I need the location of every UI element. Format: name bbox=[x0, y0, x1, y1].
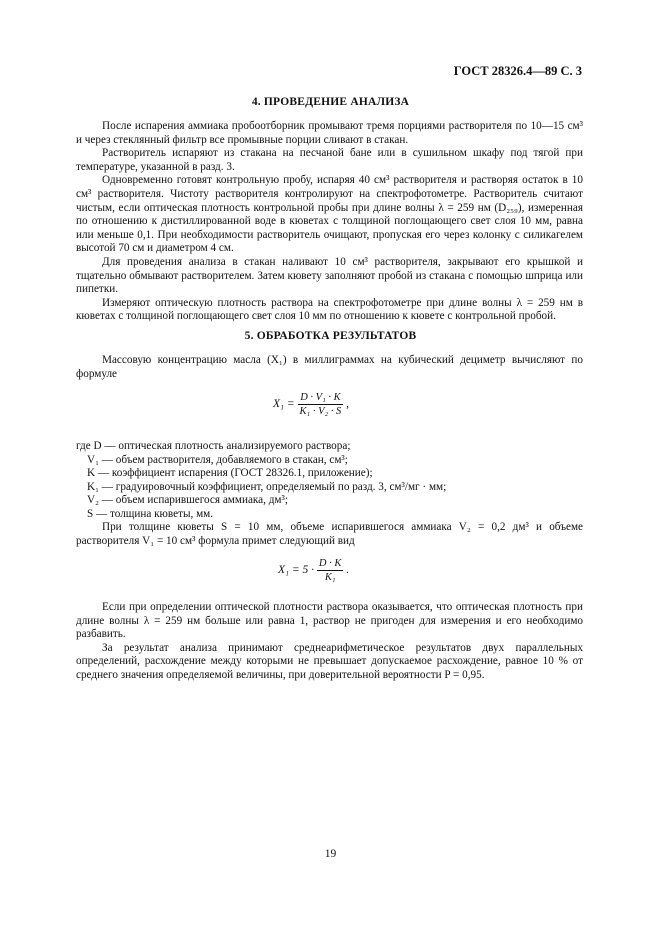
condition-paragraph bbox=[76, 521, 583, 548]
section-5-intro bbox=[76, 354, 583, 381]
formula-main bbox=[273, 392, 349, 417]
definition-item: V₁ — объем растворителя, добавляемого в стакан, см³; bbox=[87, 453, 348, 466]
formula-tail: , bbox=[346, 398, 350, 411]
section-4-body bbox=[76, 120, 583, 324]
paragraph: Массовую концентрацию масла (X₁) в миллиграммах на кубический дециметр вычисляют по формуле bbox=[76, 354, 583, 380]
formula-numerator: D · K bbox=[318, 558, 342, 569]
definition-item: V₂ — объем испарившегося аммиака, дм³; bbox=[87, 494, 288, 507]
definition-item: K₁ — градуировочный коэффициент, определяемый по разд. 3, см³/мг · мм; bbox=[87, 480, 447, 493]
paragraph: Если при определении оптической плотности раствора оказывается, что оптическая плотность при длине волны λ = 259 нм больше или равна 1, раствор не пригоден для измерения и его необходимо разбавить. bbox=[76, 601, 583, 641]
paragraph: После испарения аммиака пробоотборник промывают тремя порциями растворителя по 10—15 см³ и через стеклянный фильтр все промывные порции сливают в стакан. bbox=[76, 120, 583, 146]
definition-item: S — толщина кюветы, мм. bbox=[87, 507, 214, 520]
definition-item: K — коэффициент испарения (ГОСТ 28326.1, приложение); bbox=[87, 467, 373, 480]
formula-fraction bbox=[317, 558, 343, 583]
paragraph: Для проведения анализа в стакан наливают 10 см³ растворителя, закрывают его крышкой и тщательно обмывают растворителем. Затем кювету заполняют пробой из стакана с помощью шприца или пипетки. bbox=[76, 255, 583, 296]
formula-denominator: K₁ · V₂ · S bbox=[299, 406, 342, 417]
paragraph: Растворитель испаряют из стакана на песчаной бане или в сушильном шкафу под тягой при температуре, указанной в разд. 3. bbox=[76, 147, 583, 173]
formula-numerator: D · V₁ · K bbox=[298, 392, 344, 405]
paragraph: Одновременно готовят контрольную пробу, испаряя 40 см³ растворителя и растворяя остаток в 10 см³ растворителя. Чистоту растворителя контролируют на спектрофотометре. Растворитель считают чистым, если оптическая плотность контрольной пробы при длине волны λ = 259 нм (D₂₅₉), измеренная по отношению к дистиллированной воде в кюветах с толщиной поглощающего свет слоя 10 мм, равна или меньше 0,1. При необходимости растворитель очищают, пропуская его через колонку с силикагелем высотой 70 см и диаметром 4 см. bbox=[76, 174, 583, 255]
definition-item: где D — оптическая плотность анализируемого раствора; bbox=[76, 440, 351, 452]
section-5-closing bbox=[76, 601, 583, 683]
paragraph: При толщине кюветы S = 10 мм, объеме испарившегося аммиака V₂ = 0,2 дм³ и объеме растворителя V₁ = 10 см³ формула примет следующий вид bbox=[76, 521, 583, 547]
formula-simplified bbox=[278, 558, 349, 583]
formula-denominator: K₁ bbox=[324, 572, 336, 583]
formula-lhs: X₁ = bbox=[273, 398, 295, 411]
formula-fraction bbox=[298, 392, 344, 417]
page-header: ГОСТ 28326.4—89 С. 3 bbox=[453, 64, 582, 78]
paragraph: Измеряют оптическую плотность раствора на спектрофотометре при длине волны λ = 259 нм в кюветах с толщиной поглощающего свет слоя 10 мм по отношению к кювете с контрольной пробой. bbox=[76, 296, 583, 323]
variable-definitions bbox=[76, 440, 583, 522]
paragraph: За результат анализа принимают среднеарифметическое результатов двух параллельных определений, расхождение между которыми не превышает допускаемое расхождение, равное 10 % от среднего значения определяемой величины, при доверительной вероятности P = 0,95. bbox=[76, 641, 583, 681]
formula-lhs: X₁ = 5 · bbox=[278, 564, 315, 577]
page-number: 19 bbox=[324, 848, 337, 860]
formula-tail: . bbox=[346, 564, 350, 577]
section-4-title: 4. ПРОВЕДЕНИЕ АНАЛИЗА bbox=[251, 96, 410, 108]
section-5-title: 5. ОБРАБОТКА РЕЗУЛЬТАТОВ bbox=[244, 330, 417, 342]
